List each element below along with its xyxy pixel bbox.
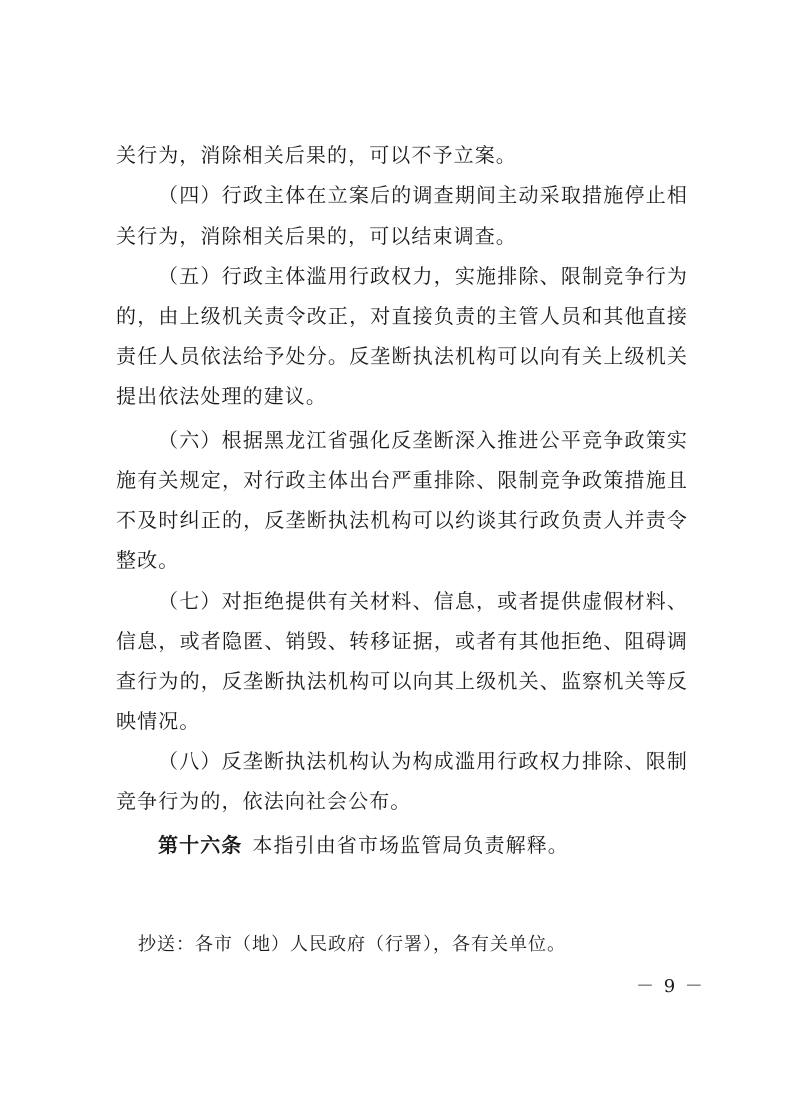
paragraph-line: （八）反垄断执法机构认为构成滥用行政权力排除、限制 <box>158 749 688 773</box>
paragraph-line: 关行为，消除相关后果的，可以不予立案。 <box>116 143 517 167</box>
paragraph-line: 整改。 <box>116 548 180 572</box>
paragraph-line: （四）行政主体在立案后的调查期间主动采取措施停止相 <box>158 183 688 207</box>
paragraph-line: 提出依法处理的建议。 <box>116 384 327 408</box>
paragraph-line: 施有关规定，对行政主体出台严重排除、限制竞争政策措施且 <box>116 468 688 492</box>
article-heading: 第十六条 <box>158 833 243 857</box>
article-text: 本指引由省市场监管局负责解释。 <box>252 833 569 857</box>
paragraph-line: 关行为，消除相关后果的，可以结束调查。 <box>116 224 517 248</box>
paragraph-line: （七）对拒绝提供有关材料、信息，或者提供虚假材料、 <box>158 589 688 613</box>
page-number: － 9 － <box>636 976 705 997</box>
paragraph-line: 不及时纠正的，反垄断执法机构可以约谈其行政负责人并责令 <box>116 508 688 532</box>
paragraph-line: 责任人员依法给予处分。反垄断执法机构可以向有关上级机关 <box>116 344 688 368</box>
paragraph-line: （五）行政主体滥用行政权力，实施排除、限制竞争行为 <box>158 264 688 288</box>
paragraph-line: 信息，或者隐匿、销毁、转移证据，或者有其他拒绝、阻碍调 <box>116 629 688 653</box>
cc-distribution-line: 抄送：各市（地）人民政府（行署），各有关单位。 <box>138 934 566 955</box>
paragraph-line: 的，由上级机关责令改正，对直接负责的主管人员和其他直接 <box>116 304 688 328</box>
paragraph-line: 映情况。 <box>116 709 201 733</box>
article-16 <box>158 832 688 858</box>
paragraph-line: 查行为的，反垄断执法机构可以向其上级机关、监察机关等反 <box>116 669 688 693</box>
paragraph-line: （六）根据黑龙江省强化反垄断深入推进公平竞争政策实 <box>158 428 688 452</box>
paragraph-line: 竞争行为的，依法向社会公布。 <box>116 789 412 813</box>
